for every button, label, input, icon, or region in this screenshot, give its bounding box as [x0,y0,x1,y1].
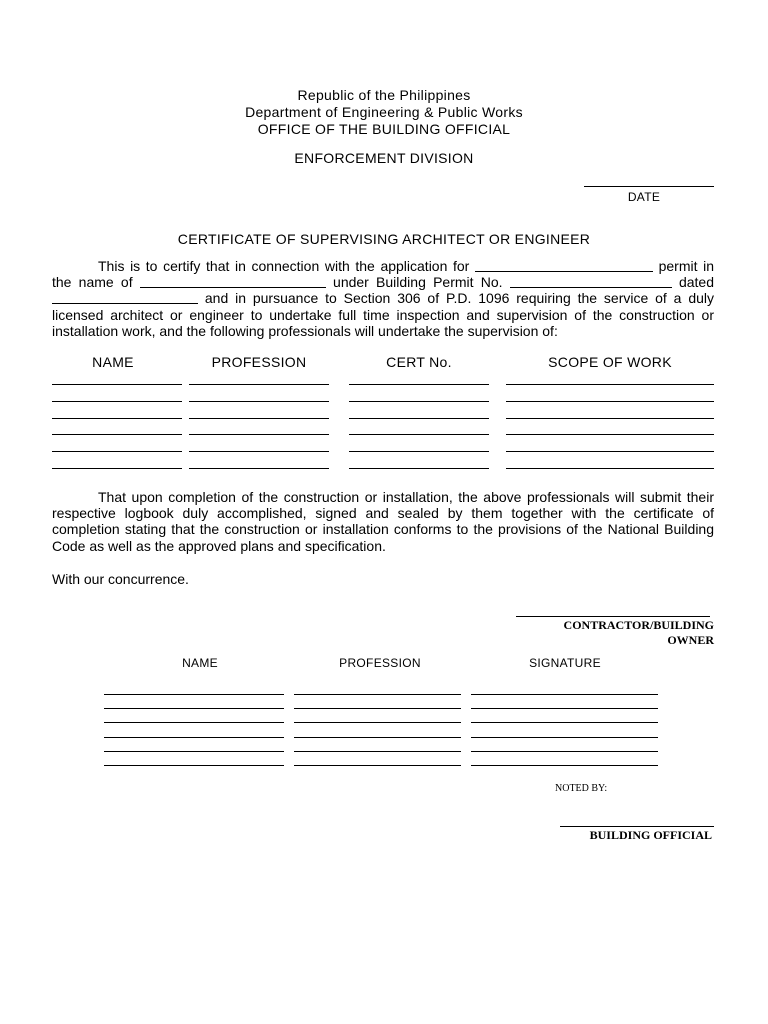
sig-signature-header: SIGNATURE [529,656,601,670]
professional-row-2-col-2-blank[interactable] [189,401,329,402]
header-department: Department of Engineering & Public Works [245,104,523,120]
signatory-row-4-col-3-blank[interactable] [471,737,658,738]
signatory-row-3-col-1-blank[interactable] [104,722,284,723]
professional-row-3-col-4-blank[interactable] [506,418,714,419]
signatory-row-4-col-2-blank[interactable] [294,737,461,738]
intro-text-2: permit in the name of [52,258,715,291]
professional-row-1-col-1-blank[interactable] [52,384,182,385]
professional-row-4-col-1-blank[interactable] [52,434,182,435]
date-label: DATE [627,190,661,204]
contractor-signature-line[interactable] [516,616,710,617]
signatory-row-6-col-2-blank[interactable] [294,765,461,766]
signatory-row-3-col-2-blank[interactable] [294,722,461,723]
signatory-row-6-col-1-blank[interactable] [104,765,284,766]
professional-row-1-col-3-blank[interactable] [349,384,489,385]
permit-type-blank[interactable] [475,259,653,272]
sig-name-header: NAME [182,656,218,670]
professional-row-6-col-1-blank[interactable] [52,468,182,469]
professional-row-2-col-3-blank[interactable] [349,401,489,402]
permit-date-blank[interactable] [52,291,198,304]
signatory-row-5-col-2-blank[interactable] [294,751,461,752]
header-office: OFFICE OF THE BUILDING OFFICIAL [257,121,511,137]
applicant-name-blank[interactable] [140,275,326,288]
professional-row-3-col-1-blank[interactable] [52,418,182,419]
certificate-title: CERTIFICATE OF SUPERVISING ARCHITECT OR ENGINEER [177,231,591,247]
signatory-row-1-col-3-blank[interactable] [471,694,658,695]
signatory-row-3-col-3-blank[interactable] [471,722,658,723]
col-profession-header: PROFESSION [211,354,307,370]
professional-row-5-col-3-blank[interactable] [349,451,489,452]
sig-profession-header: PROFESSION [339,656,421,670]
signatory-row-5-col-3-blank[interactable] [471,751,658,752]
building-official-signature-line[interactable] [560,826,714,827]
header-division: ENFORCEMENT DIVISION [294,150,474,166]
intro-text-5: and in pursuance to Section 306 of P.D. 1096 requiring the service of a duly licensed architect or engineer to undertake full time inspection and supervision of the construction or installation work, and the following professionals will undertake the supervision of: [52,290,714,339]
signatory-row-4-col-1-blank[interactable] [104,737,284,738]
signatory-row-2-col-2-blank[interactable] [294,708,461,709]
professional-row-3-col-2-blank[interactable] [189,418,329,419]
professional-row-2-col-4-blank[interactable] [506,401,714,402]
header-country: Republic of the Philippines [297,87,471,103]
contractor-label: CONTRACTOR/BUILDING OWNER [563,618,714,647]
intro-text-1: This is to certify that in connection with the application for [98,258,470,274]
signatory-row-2-col-3-blank[interactable] [471,708,658,709]
professional-row-5-col-1-blank[interactable] [52,451,182,452]
professional-row-5-col-2-blank[interactable] [189,451,329,452]
intro-paragraph [52,258,714,339]
professional-row-4-col-4-blank[interactable] [506,434,714,435]
completion-paragraph [52,489,714,554]
col-scope-header: SCOPE OF WORK [548,354,672,370]
professional-row-5-col-4-blank[interactable] [506,451,714,452]
professional-row-3-col-3-blank[interactable] [349,418,489,419]
intro-text-4: dated [678,274,715,291]
completion-text: That upon completion of the construction or installation, the above professionals will submit their respective logbook duly accomplished, signed and sealed by them together with the certificate of completion stating that the construction or installation conforms to the provisions of the National Building Code as well as the approved plans and specification. [52,489,714,554]
col-name-header: NAME [92,354,134,370]
intro-text-3: under Building Permit No. [333,274,503,291]
permit-number-blank[interactable] [510,275,672,288]
col-cert-header: CERT No. [386,354,452,370]
professional-row-6-col-4-blank[interactable] [506,468,714,469]
signatory-row-2-col-1-blank[interactable] [104,708,284,709]
professional-row-2-col-1-blank[interactable] [52,401,182,402]
professional-row-4-col-3-blank[interactable] [349,434,489,435]
signatory-row-1-col-1-blank[interactable] [104,694,284,695]
professional-row-6-col-2-blank[interactable] [189,468,329,469]
professional-row-1-col-2-blank[interactable] [189,384,329,385]
building-official-label: BUILDING OFFICIAL [589,828,712,842]
date-line[interactable] [584,186,714,187]
signatory-row-5-col-1-blank[interactable] [104,751,284,752]
noted-by-label: NOTED BY: [555,783,608,794]
professional-row-1-col-4-blank[interactable] [506,384,714,385]
signatory-row-1-col-2-blank[interactable] [294,694,461,695]
signatory-row-6-col-3-blank[interactable] [471,765,658,766]
concurrence-text: With our concurrence. [52,571,189,587]
professional-row-6-col-3-blank[interactable] [349,468,489,469]
professional-row-4-col-2-blank[interactable] [189,434,329,435]
